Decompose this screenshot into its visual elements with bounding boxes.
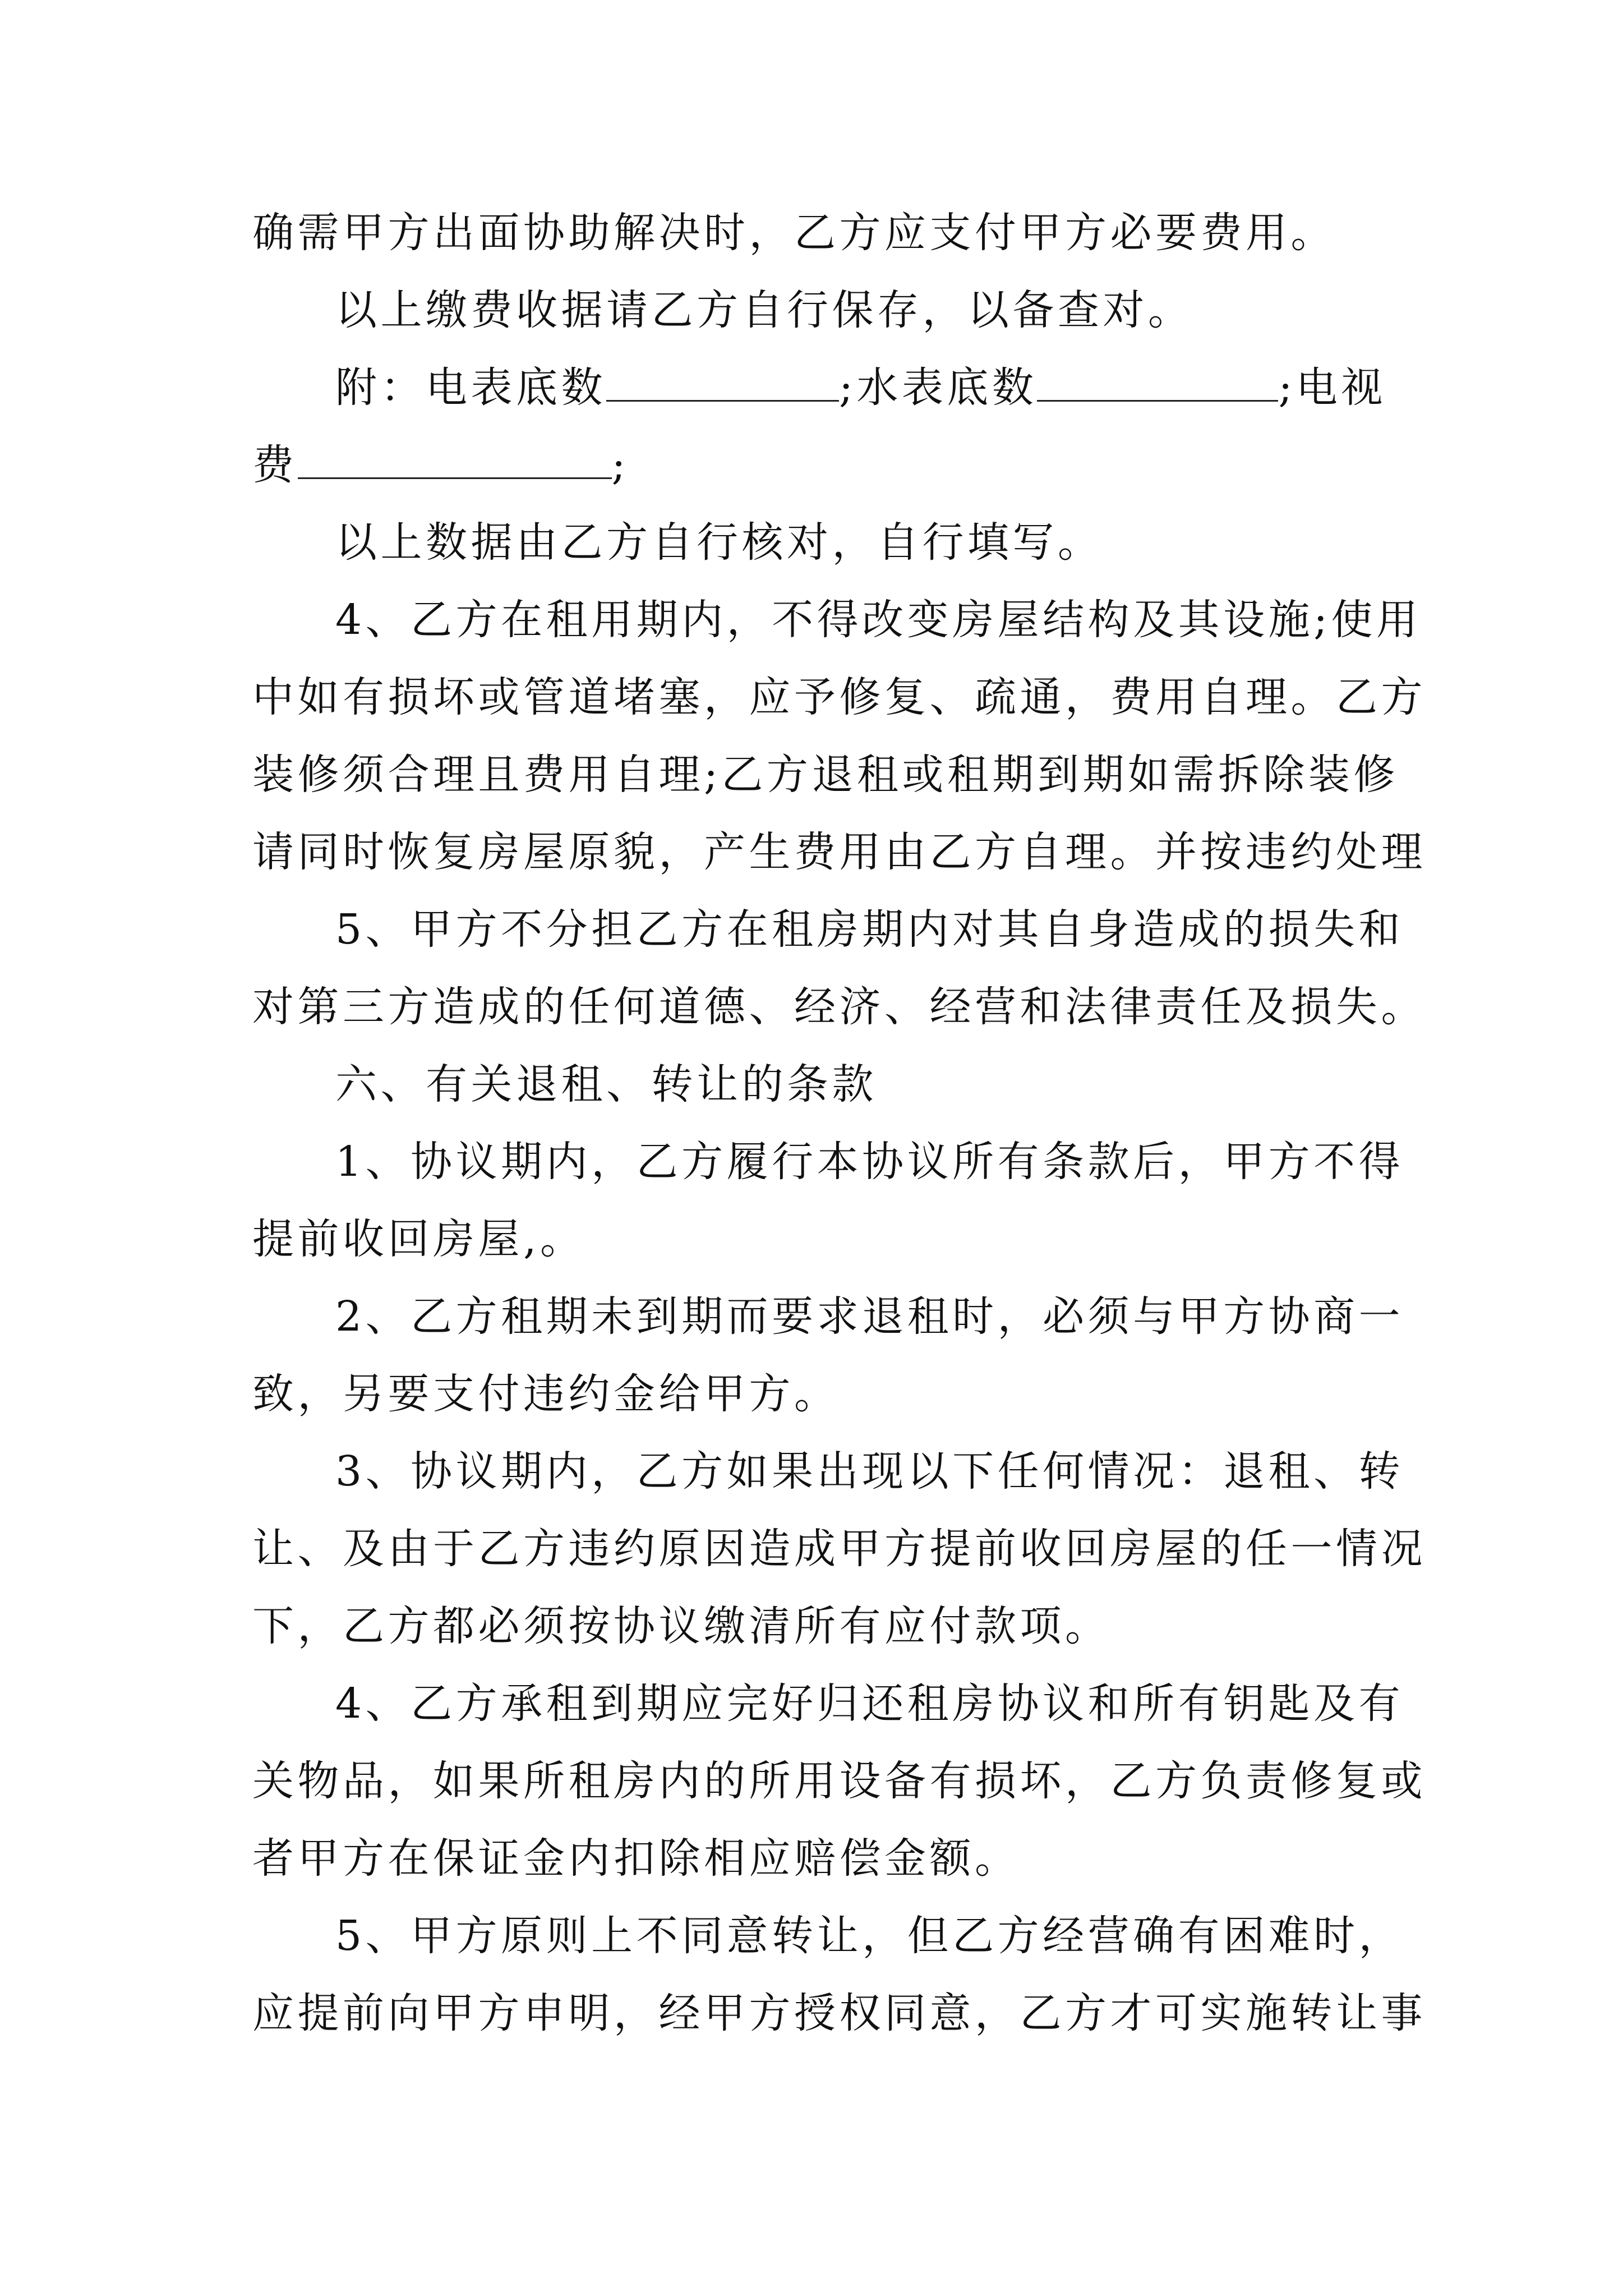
- tv-fee-label: 费: [252, 441, 298, 489]
- paragraph-line: 中如有损坏或管道堵塞，应予修复、疏通，费用自理。乙方: [252, 673, 1426, 721]
- water-meter-blank[interactable]: [1037, 361, 1278, 402]
- clause-4-line: 4、乙方在租用期内，不得改变房屋结构及其设施;使用: [335, 596, 1422, 644]
- paragraph-line: 关物品，如果所租房内的所用设备有损坏，乙方负责修复或: [252, 1757, 1426, 1805]
- clause-6-2-line: 2、乙方租期未到期而要求退租时，必须与甲方协商一: [335, 1292, 1404, 1341]
- section-heading-six: 六、有关退租、转让的条款: [335, 1060, 877, 1108]
- clause-6-4-line: 4、乙方承租到期应完好归还租房协议和所有钥匙及有: [335, 1680, 1404, 1728]
- meter-label-electric: 附：电表底数: [335, 364, 606, 412]
- clause-6-1-line: 1、协议期内，乙方履行本协议所有条款后，甲方不得: [335, 1138, 1404, 1186]
- electric-meter-blank[interactable]: [606, 361, 839, 402]
- paragraph-line: 应提前向甲方申明，经甲方授权同意，乙方才可实施转让事: [252, 1989, 1426, 2037]
- paragraph-line: 致，另要支付违约金给甲方。: [252, 1370, 840, 1418]
- paragraph-line: 下，乙方都必须按协议缴清所有应付款项。: [252, 1602, 1110, 1650]
- meter-readings-line: [335, 357, 1386, 418]
- paragraph-line: 以上数据由乙方自行核对，自行填写。: [335, 518, 1103, 567]
- paragraph-line: 以上缴费收据请乙方自行保存，以备查对。: [335, 286, 1193, 334]
- tv-fee-suffix: ;: [611, 441, 629, 489]
- paragraph-line: 提前收回房屋,。: [252, 1215, 585, 1263]
- paragraph-line: 对第三方造成的任何道德、经济、经营和法律责任及损失。: [252, 983, 1426, 1031]
- paragraph-line: 请同时恢复房屋原貌，产生费用由乙方自理。并按违约处理: [252, 828, 1426, 876]
- clause-6-5-line: 5、甲方原则上不同意转让，但乙方经营确有困难时，: [335, 1912, 1404, 1960]
- meter-label-tv: ;电视: [1278, 364, 1386, 412]
- paragraph-line: 让、及由于乙方违约原因造成甲方提前收回房屋的任一情况: [252, 1525, 1426, 1573]
- paragraph-line: 者甲方在保证金内扣除相应赔偿金额。: [252, 1834, 1020, 1883]
- clause-6-3-line: 3、协议期内，乙方如果出现以下任何情况：退租、转: [335, 1447, 1404, 1496]
- paragraph-line: 装修须合理且费用自理;乙方退租或租期到期如需拆除装修: [252, 751, 1399, 799]
- clause-5-line: 5、甲方不分担乙方在租房期内对其自身造成的损失和: [335, 905, 1404, 954]
- tv-fee-line: [252, 434, 629, 496]
- tv-fee-blank[interactable]: [298, 438, 612, 479]
- paragraph-line: 确需甲方出面协助解决时，乙方应支付甲方必要费用。: [252, 209, 1336, 257]
- meter-label-water: ;水表底数: [839, 364, 1038, 412]
